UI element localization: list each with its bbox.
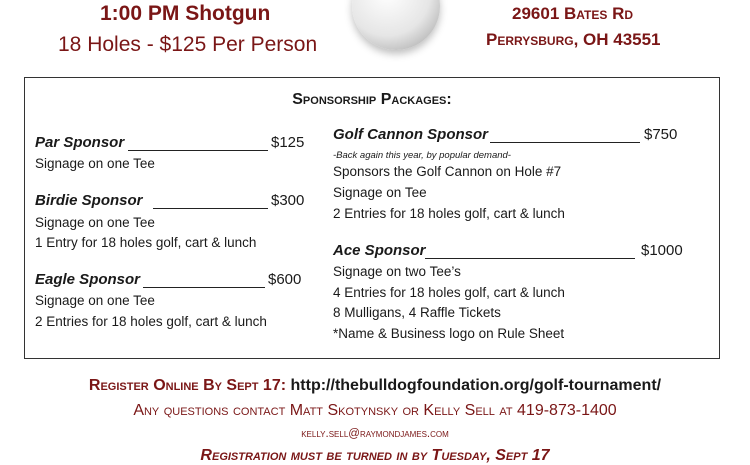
- eagle-sponsor-benefit: Signage on one Tee: [35, 293, 155, 308]
- register-link[interactable]: http://thebulldogfoundation.org/golf-tournament/: [290, 377, 662, 394]
- address-street: 29601 Bates Rd: [512, 4, 634, 23]
- ace-sponsor-benefit: Signage on two Tee’s: [333, 264, 461, 279]
- par-sponsor-name: Par Sponsor: [35, 134, 125, 151]
- cannon-sponsor-rule: [490, 142, 640, 143]
- birdie-sponsor-rule: [153, 208, 268, 209]
- ace-sponsor-rule: [425, 258, 635, 259]
- par-sponsor-benefit: Signage on one Tee: [35, 156, 155, 171]
- eagle-sponsor-rule: [143, 287, 265, 288]
- cannon-sponsor-benefit: Sponsors the Golf Cannon on Hole #7: [333, 164, 562, 179]
- ace-sponsor-name: Ace Sponsor: [333, 242, 426, 259]
- cannon-sponsor-benefit: 2 Entries for 18 holes golf, cart & lunch: [333, 206, 565, 221]
- ace-sponsor-price: $1000: [641, 242, 683, 259]
- ace-sponsor-benefit: 8 Mulligans, 4 Raffle Tickets: [333, 305, 501, 320]
- address-city: Perrysburg, OH 43551: [486, 30, 661, 49]
- register-line: [0, 377, 750, 395]
- register-label: Register Online By Sept 17:: [88, 377, 287, 394]
- contact-email[interactable]: kelly.sell@raymondjames.com: [301, 428, 449, 440]
- eagle-sponsor-benefit: 2 Entries for 18 holes golf, cart & lunch: [35, 314, 267, 329]
- cannon-sponsor-benefit: Signage on Tee: [333, 185, 427, 200]
- sponsorship-box: [24, 77, 720, 359]
- par-sponsor-rule: [128, 150, 268, 151]
- eagle-sponsor-name: Eagle Sponsor: [35, 271, 141, 288]
- ace-sponsor-benefit: 4 Entries for 18 holes golf, cart & lunch: [333, 285, 565, 300]
- tournament-price: 18 Holes - $125 Per Person: [58, 33, 318, 56]
- cannon-sponsor-note: -Back again this year, by popular demand-: [333, 150, 511, 161]
- par-sponsor-price: $125: [271, 134, 305, 151]
- cannon-sponsor-name: Golf Cannon Sponsor: [333, 126, 488, 143]
- birdie-sponsor-benefit: 1 Entry for 18 holes golf, cart & lunch: [35, 235, 257, 250]
- sponsorship-title: Sponsorship Packages:: [292, 91, 452, 108]
- golf-ball-icon: [352, 0, 440, 50]
- registration-deadline: Registration must be turned in by Tuesday, Sept 17: [200, 447, 550, 464]
- ace-sponsor-benefit: *Name & Business logo on Rule Sheet: [333, 326, 565, 341]
- tournament-time: 1:00 PM Shotgun: [100, 2, 271, 25]
- birdie-sponsor-benefit: Signage on one Tee: [35, 215, 155, 230]
- eagle-sponsor-price: $600: [268, 271, 302, 288]
- birdie-sponsor-name: Birdie Sponsor: [35, 192, 143, 209]
- contact-line: Any questions contact Matt Skotynsky or Kelly Sell at 419-873-1400: [133, 402, 617, 419]
- cannon-sponsor-price: $750: [644, 126, 678, 143]
- birdie-sponsor-price: $300: [271, 192, 305, 209]
